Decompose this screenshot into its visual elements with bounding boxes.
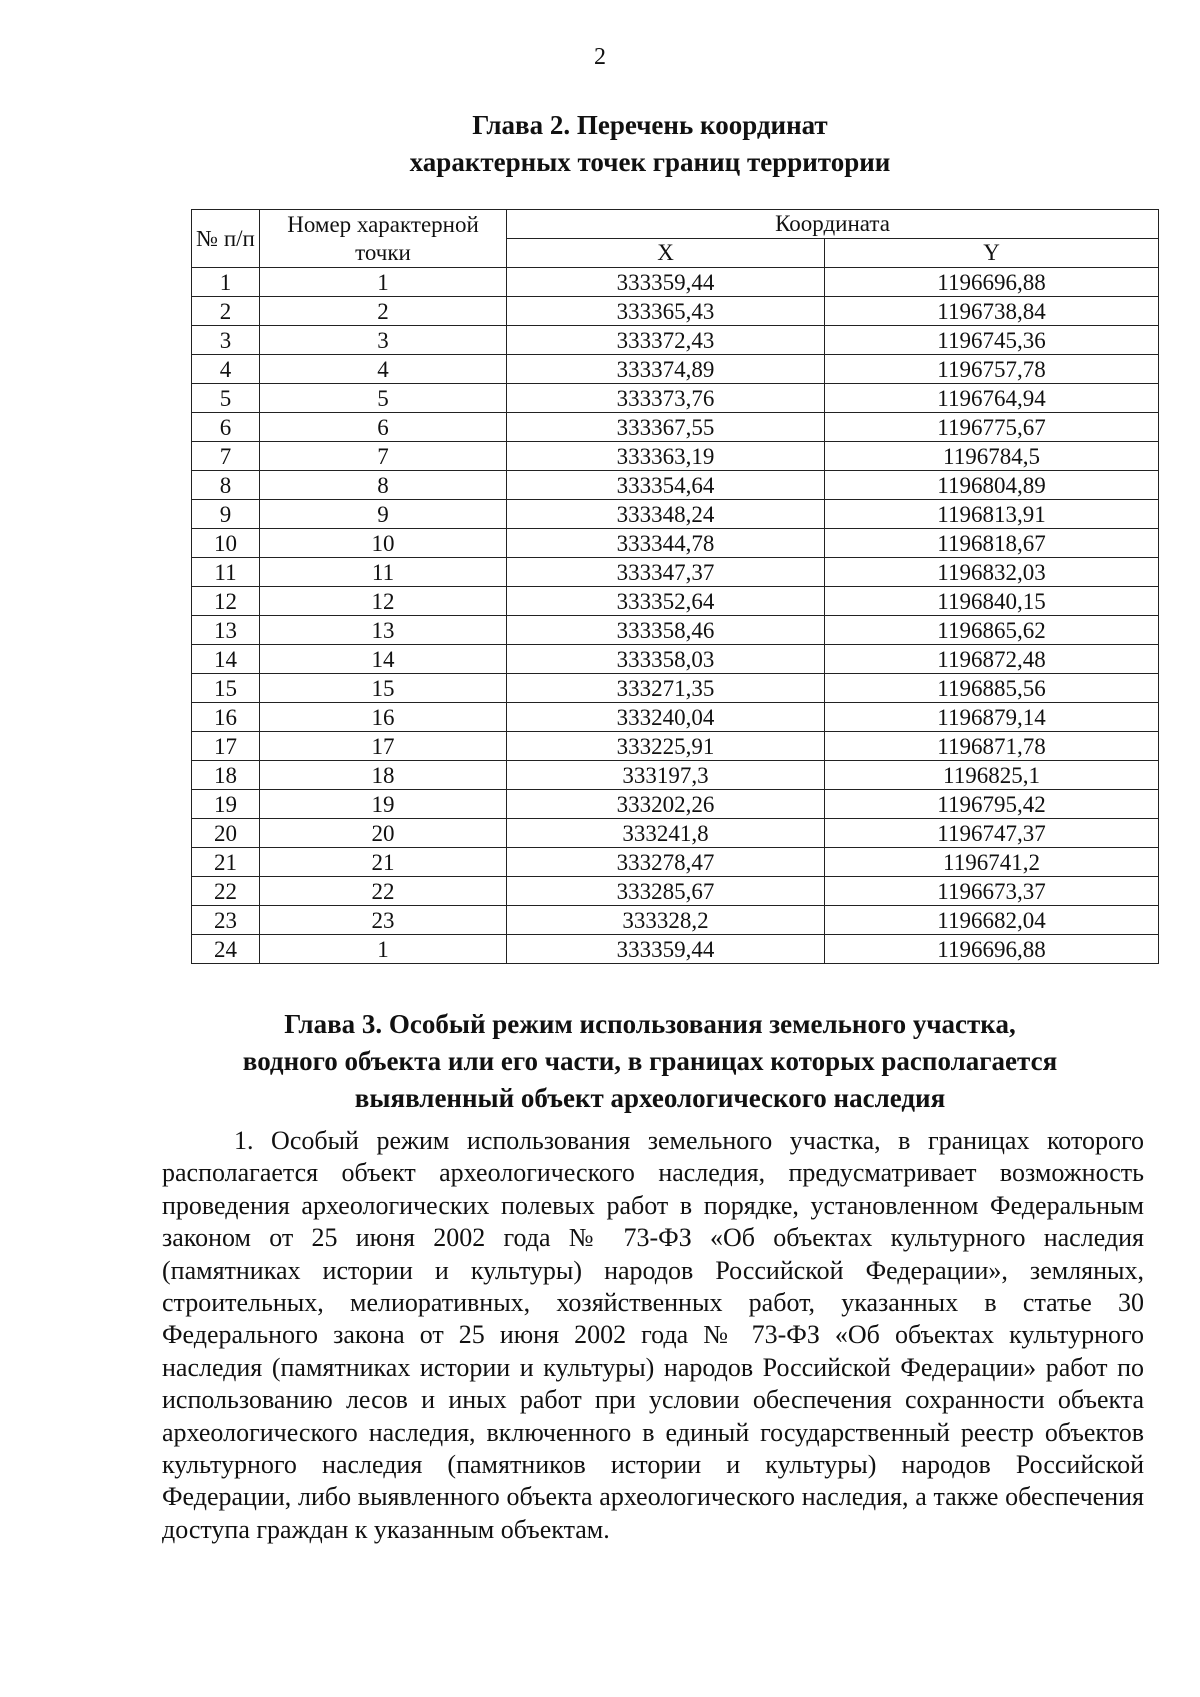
row-number-cell: 8 [192, 471, 260, 500]
y-coordinate-cell: 1196865,62 [825, 616, 1159, 645]
header-point-number: Номер характерной точки [260, 210, 507, 268]
y-coordinate-cell: 1196775,67 [825, 413, 1159, 442]
x-coordinate-cell: 333365,43 [507, 297, 825, 326]
point-number-cell: 19 [260, 790, 507, 819]
point-number-cell: 21 [260, 848, 507, 877]
y-coordinate-cell: 1196840,15 [825, 587, 1159, 616]
x-coordinate-cell: 333359,44 [507, 268, 825, 297]
row-number-cell: 17 [192, 732, 260, 761]
point-number-cell: 11 [260, 558, 507, 587]
row-number-cell: 13 [192, 616, 260, 645]
page-number: 2 [594, 44, 606, 70]
y-coordinate-cell: 1196832,03 [825, 558, 1159, 587]
x-coordinate-cell: 333271,35 [507, 674, 825, 703]
y-coordinate-cell: 1196795,42 [825, 790, 1159, 819]
table-row [192, 442, 1159, 471]
y-coordinate-cell: 1196741,2 [825, 848, 1159, 877]
header-coordinate: Координата [507, 210, 1159, 239]
y-coordinate-cell: 1196747,37 [825, 819, 1159, 848]
point-number-cell: 5 [260, 384, 507, 413]
point-number-cell: 8 [260, 471, 507, 500]
y-coordinate-cell: 1196682,04 [825, 906, 1159, 935]
y-coordinate-cell: 1196764,94 [825, 384, 1159, 413]
table-row [192, 558, 1159, 587]
table-row [192, 471, 1159, 500]
x-coordinate-cell: 333347,37 [507, 558, 825, 587]
row-number-cell: 15 [192, 674, 260, 703]
row-number-cell: 11 [192, 558, 260, 587]
point-number-cell: 4 [260, 355, 507, 384]
x-coordinate-cell: 333285,67 [507, 877, 825, 906]
table-row [192, 848, 1159, 877]
chapter-3-title-line-1: Глава 3. Особый режим использования земельного участка, [284, 1009, 1016, 1039]
y-coordinate-cell: 1196673,37 [825, 877, 1159, 906]
point-number-cell: 6 [260, 413, 507, 442]
row-number-cell: 16 [192, 703, 260, 732]
x-coordinate-cell: 333372,43 [507, 326, 825, 355]
point-number-cell: 18 [260, 761, 507, 790]
table-row [192, 819, 1159, 848]
point-number-cell: 9 [260, 500, 507, 529]
x-coordinate-cell: 333278,47 [507, 848, 825, 877]
row-number-cell: 23 [192, 906, 260, 935]
y-coordinate-cell: 1196745,36 [825, 326, 1159, 355]
header-y: Y [825, 239, 1159, 268]
chapter-3-title-line-3: выявленный объект археологического наследия [354, 1083, 946, 1113]
table-row [192, 761, 1159, 790]
point-number-cell: 10 [260, 529, 507, 558]
point-number-cell: 2 [260, 297, 507, 326]
table-row [192, 703, 1159, 732]
table-row [192, 587, 1159, 616]
table-row [192, 790, 1159, 819]
x-coordinate-cell: 333352,64 [507, 587, 825, 616]
x-coordinate-cell: 333359,44 [507, 935, 825, 964]
point-number-cell: 14 [260, 645, 507, 674]
row-number-cell: 4 [192, 355, 260, 384]
row-number-cell: 2 [192, 297, 260, 326]
table-body [192, 268, 1159, 964]
x-coordinate-cell: 333197,3 [507, 761, 825, 790]
x-coordinate-cell: 333374,89 [507, 355, 825, 384]
row-number-cell: 5 [192, 384, 260, 413]
x-coordinate-cell: 333367,55 [507, 413, 825, 442]
coordinates-table [191, 209, 1159, 964]
point-number-cell: 17 [260, 732, 507, 761]
point-number-cell: 7 [260, 442, 507, 471]
point-number-cell: 13 [260, 616, 507, 645]
chapter-3-title-line-2: водного объекта или его части, в границах которых располагается [242, 1046, 1058, 1076]
x-coordinate-cell: 333358,46 [507, 616, 825, 645]
x-coordinate-cell: 333363,19 [507, 442, 825, 471]
x-coordinate-cell: 333373,76 [507, 384, 825, 413]
point-number-cell: 1 [260, 935, 507, 964]
table-row [192, 297, 1159, 326]
y-coordinate-cell: 1196757,78 [825, 355, 1159, 384]
table-row [192, 645, 1159, 674]
row-number-cell: 21 [192, 848, 260, 877]
table-row [192, 355, 1159, 384]
row-number-cell: 10 [192, 529, 260, 558]
y-coordinate-cell: 1196818,67 [825, 529, 1159, 558]
row-number-cell: 3 [192, 326, 260, 355]
row-number-cell: 20 [192, 819, 260, 848]
table-row [192, 877, 1159, 906]
chapter-3-paragraph-1: 1. Особый режим использования земельного участка, в границах которого располагается объект археологического наследия, предусматривает возможность проведения археологических полевых работ в порядке, установленном Федеральным законом от 25 июня 2002 года № 73-ФЗ «Об объектах культурного наследия (памятниках истории и культуры) народов Российской Федерации», земляных, строительных, мелиоративных, хозяйственных работ, указанных в статье 30 Федерального закона от 25 июня 2002 года № 73-ФЗ «Об объектах культурного наследия (памятниках истории и культуры) народов Российской Федерации» работ по использованию лесов и иных работ при условии обеспечения сохранности объекта археологического наследия, включенного в единый государственный реестр объектов культурного наследия (памятников истории и культуры) народов Российской Федерации, либо выявленного объекта археологического наследия, а также обеспечения доступа граждан к указанным объектам. [162, 1126, 1144, 1544]
y-coordinate-cell: 1196871,78 [825, 732, 1159, 761]
y-coordinate-cell: 1196879,14 [825, 703, 1159, 732]
y-coordinate-cell: 1196696,88 [825, 268, 1159, 297]
point-number-cell: 3 [260, 326, 507, 355]
y-coordinate-cell: 1196885,56 [825, 674, 1159, 703]
y-coordinate-cell: 1196825,1 [825, 761, 1159, 790]
point-number-cell: 22 [260, 877, 507, 906]
chapter-3-heading [50, 1006, 1200, 1117]
row-number-cell: 24 [192, 935, 260, 964]
table-row [192, 384, 1159, 413]
row-number-cell: 1 [192, 268, 260, 297]
point-number-cell: 16 [260, 703, 507, 732]
row-number-cell: 9 [192, 500, 260, 529]
y-coordinate-cell: 1196738,84 [825, 297, 1159, 326]
x-coordinate-cell: 333354,64 [507, 471, 825, 500]
x-coordinate-cell: 333348,24 [507, 500, 825, 529]
point-number-cell: 1 [260, 268, 507, 297]
x-coordinate-cell: 333241,8 [507, 819, 825, 848]
table-row [192, 500, 1159, 529]
y-coordinate-cell: 1196804,89 [825, 471, 1159, 500]
row-number-cell: 14 [192, 645, 260, 674]
row-number-cell: 7 [192, 442, 260, 471]
table-row [192, 935, 1159, 964]
table-row [192, 732, 1159, 761]
row-number-cell: 19 [192, 790, 260, 819]
x-coordinate-cell: 333240,04 [507, 703, 825, 732]
row-number-cell: 22 [192, 877, 260, 906]
x-coordinate-cell: 333358,03 [507, 645, 825, 674]
table-row [192, 268, 1159, 297]
chapter-2-title-line-1: Глава 2. Перечень координат [472, 110, 828, 140]
y-coordinate-cell: 1196813,91 [825, 500, 1159, 529]
header-num: № п/п [192, 210, 260, 268]
point-number-cell: 12 [260, 587, 507, 616]
point-number-cell: 15 [260, 674, 507, 703]
table-row [192, 906, 1159, 935]
row-number-cell: 18 [192, 761, 260, 790]
point-number-cell: 20 [260, 819, 507, 848]
point-number-cell: 23 [260, 906, 507, 935]
x-coordinate-cell: 333202,26 [507, 790, 825, 819]
table-row [192, 529, 1159, 558]
row-number-cell: 6 [192, 413, 260, 442]
y-coordinate-cell: 1196784,5 [825, 442, 1159, 471]
table-row [192, 413, 1159, 442]
x-coordinate-cell: 333344,78 [507, 529, 825, 558]
table-row [192, 326, 1159, 355]
table-row [192, 616, 1159, 645]
y-coordinate-cell: 1196872,48 [825, 645, 1159, 674]
x-coordinate-cell: 333328,2 [507, 906, 825, 935]
x-coordinate-cell: 333225,91 [507, 732, 825, 761]
chapter-2-title-line-2: характерных точек границ территории [409, 147, 891, 177]
row-number-cell: 12 [192, 587, 260, 616]
y-coordinate-cell: 1196696,88 [825, 935, 1159, 964]
table-row [192, 674, 1159, 703]
chapter-2-heading [50, 107, 1200, 181]
header-x: X [507, 239, 825, 268]
